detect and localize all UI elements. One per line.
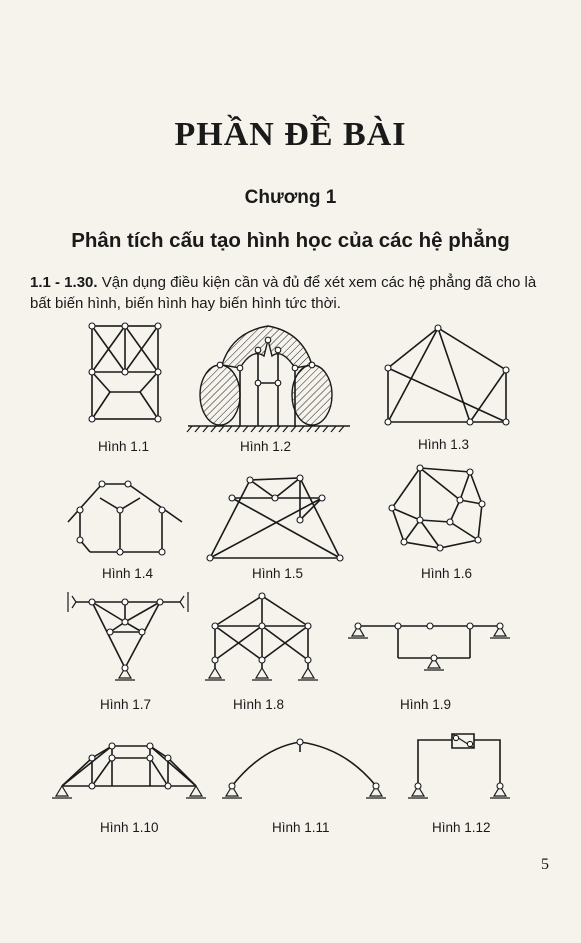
chapter-title: Phân tích cấu tạo hình học của các hệ phẳng — [71, 229, 510, 252]
figure-1-3-truss-icon — [385, 325, 509, 425]
exercise-number: 1.1 - 1.30. — [30, 274, 98, 291]
figure-caption: Hình 1.2 — [240, 439, 292, 454]
figure-1-10-truss-icon — [52, 743, 206, 798]
figure-1-2-arch-rigid-disk-icon — [187, 326, 350, 432]
figure-caption: Hình 1.6 — [421, 566, 473, 581]
figure-1-12-frame-icon — [408, 734, 510, 798]
figure-1-8-truss-icon — [205, 593, 318, 680]
part-title: PHẦN ĐỀ BÀI — [174, 116, 407, 153]
figure-caption: Hình 1.8 — [233, 697, 285, 712]
figure-caption: Hình 1.4 — [102, 566, 154, 581]
page-number: 5 — [541, 856, 549, 873]
figure-caption: Hình 1.10 — [100, 820, 159, 835]
figure-caption: Hình 1.7 — [100, 697, 152, 712]
figure-caption: Hình 1.9 — [400, 697, 452, 712]
figure-caption: Hình 1.11 — [272, 820, 330, 835]
figure-1-6-closed-chain-icon — [389, 465, 485, 551]
figure-caption: Hình 1.1 — [98, 439, 150, 454]
figure-caption: Hình 1.5 — [252, 566, 304, 581]
figure-caption: Hình 1.3 — [418, 437, 470, 452]
figure-1-4-frame-icon — [68, 481, 182, 555]
figure-caption: Hình 1.12 — [432, 820, 491, 835]
figure-1-1-truss-icon — [89, 323, 161, 422]
figure-1-9-beam-frame-icon — [348, 623, 510, 670]
figure-1-7-truss-icon — [68, 592, 188, 680]
chapter-heading: Chương 1 — [244, 187, 337, 208]
figure-1-11-arch-icon — [222, 739, 386, 798]
exercise-text: Vận dụng điều kiện cần và đủ để xét xem các hệ phẳng đã cho là bất biến hình, biến hình hay biến hình tức thời. — [30, 274, 537, 312]
figure-1-5-truss-icon — [207, 475, 343, 561]
